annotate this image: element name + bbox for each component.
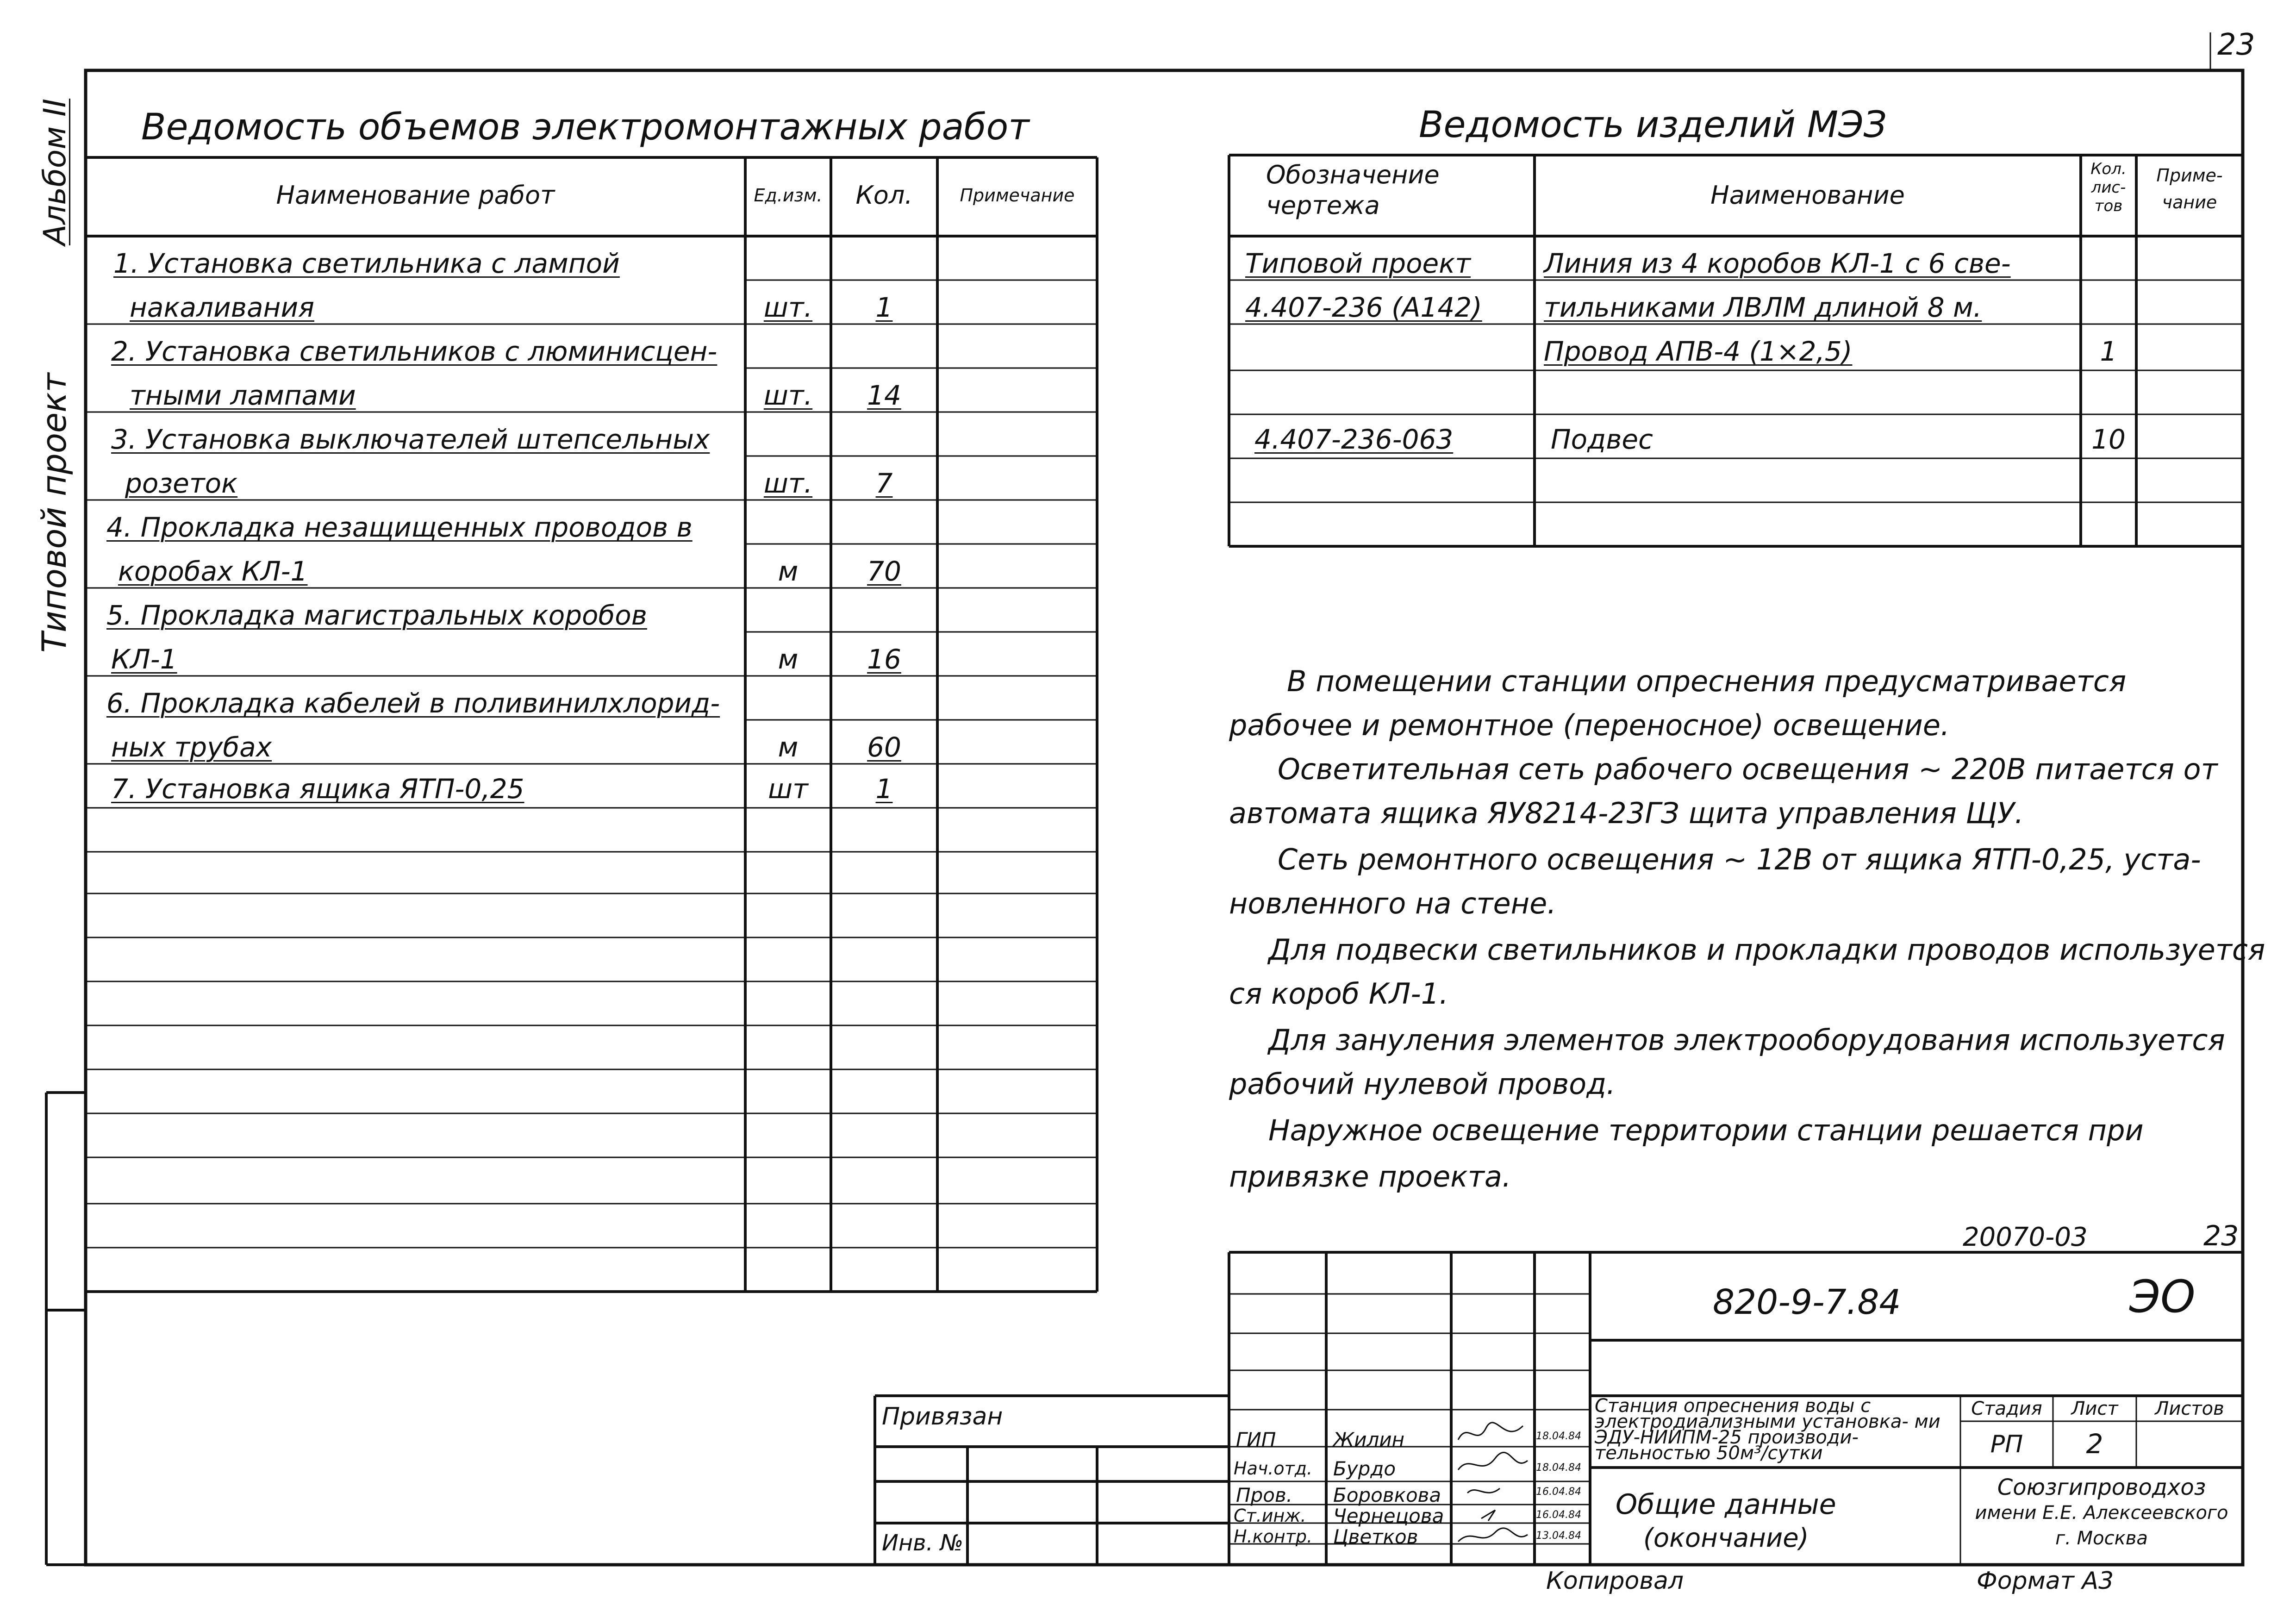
signer-role: Н.контр. bbox=[1234, 1526, 1313, 1547]
doc-mark: ЭО bbox=[2129, 1271, 2196, 1323]
signer-role: Пров. bbox=[1236, 1484, 1293, 1506]
stage-label: Стадия bbox=[1971, 1398, 2042, 1419]
work-name-cell: 7. Установка ящика ЯТП-0,25 bbox=[111, 773, 524, 805]
product-designation-cell: 4.407-236-063 bbox=[1254, 424, 1454, 455]
work-qty-cell: 70 bbox=[867, 556, 901, 587]
note-line: Осветительная сеть рабочего освещения ~ 220В питается от bbox=[1278, 752, 2218, 786]
archive-number: 20070-03 bbox=[1963, 1222, 2088, 1252]
work-unit-cell: шт bbox=[768, 773, 808, 805]
corner-number: 23 bbox=[2203, 1220, 2239, 1252]
note-line: новленного на стене. bbox=[1229, 887, 1556, 920]
page-number: 23 bbox=[2217, 28, 2255, 62]
sheet-value: 2 bbox=[2086, 1428, 2103, 1460]
signer-name: Цветков bbox=[1333, 1525, 1418, 1548]
products-header-designation: Обозначение чертежа bbox=[1266, 160, 1440, 220]
signer-date: 13.04.84 bbox=[1536, 1530, 1581, 1542]
note-line: привязке проекта. bbox=[1229, 1160, 1511, 1193]
works-header-name: Наименование работ bbox=[276, 181, 555, 210]
work-name-cell: коробах КЛ-1 bbox=[118, 556, 308, 587]
copied-label: Копировал bbox=[1546, 1567, 1684, 1595]
note-line: Сеть ремонтного освещения ~ 12В от ящика ЯТП-0,25, уста- bbox=[1278, 843, 2201, 876]
product-name-cell: Провод АПВ-4 (1×2,5) bbox=[1544, 336, 1853, 367]
works-header-note: Примечание bbox=[960, 185, 1075, 206]
organization-line-2: имени Е.Е. Алексеевского bbox=[1975, 1502, 2228, 1524]
album-label: Альбом II bbox=[37, 98, 73, 245]
products-header-sheets: Кол. лис- тов bbox=[2090, 160, 2127, 215]
doc-code: 820-9-7.84 bbox=[1713, 1282, 1901, 1322]
work-qty-cell: 60 bbox=[867, 731, 901, 763]
work-unit-cell: шт. bbox=[763, 292, 813, 323]
note-line: Для зануления элементов электрооборудования используется bbox=[1268, 1023, 2225, 1057]
work-qty-cell: 1 bbox=[875, 773, 893, 805]
works-header-unit: Ед.изм. bbox=[754, 185, 823, 206]
work-name-cell: 4. Прокладка незащищенных проводов в bbox=[106, 512, 693, 543]
product-name-cell: Линия из 4 коробов КЛ-1 с 6 све- bbox=[1544, 248, 2011, 279]
work-unit-cell: шт. bbox=[763, 380, 813, 411]
work-qty-cell: 7 bbox=[875, 468, 893, 499]
signer-name: Чернецова bbox=[1333, 1505, 1444, 1527]
work-unit-cell: м bbox=[778, 556, 799, 587]
work-unit-cell: м bbox=[778, 643, 799, 675]
sheet-title-line-1: Общие данные bbox=[1616, 1488, 1836, 1521]
products-header-note: Приме- чание bbox=[2156, 165, 2223, 212]
work-name-cell: накаливания bbox=[130, 292, 315, 323]
note-line: автомата ящика ЯУ8214-23ГЗ щита управления ЩУ. bbox=[1229, 796, 2024, 830]
work-qty-cell: 1 bbox=[875, 292, 893, 323]
products-title: Ведомость изделий МЭЗ bbox=[1419, 104, 1887, 146]
work-name-cell: ных трубах bbox=[111, 731, 272, 763]
signer-role: Ст.инж. bbox=[1234, 1505, 1306, 1526]
work-unit-cell: шт. bbox=[763, 468, 813, 499]
product-designation-cell: Типовой проект bbox=[1245, 248, 1471, 279]
note-line: В помещении станции опреснения предусматривается bbox=[1287, 664, 2127, 698]
product-name-cell: Подвес bbox=[1551, 424, 1653, 455]
product-designation-cell: 4.407-236 (А142) bbox=[1245, 292, 1482, 323]
note-line: ся короб КЛ-1. bbox=[1229, 977, 1448, 1011]
signer-date: 18.04.84 bbox=[1536, 1462, 1581, 1474]
signer-role: ГИП bbox=[1236, 1428, 1276, 1451]
signer-name: Боровкова bbox=[1333, 1484, 1441, 1506]
work-name-cell: 1. Установка светильника с лампой bbox=[113, 248, 620, 279]
margin-boxes bbox=[46, 1093, 86, 1565]
product-sheets-cell: 10 bbox=[2091, 424, 2126, 455]
inv-label: Инв. № bbox=[882, 1530, 964, 1556]
product-name-cell: тильниками ЛВЛМ длиной 8 м. bbox=[1544, 292, 1982, 323]
work-name-cell: 2. Установка светильников с люминисцен- bbox=[111, 336, 718, 367]
sheets-label: Листов bbox=[2155, 1398, 2224, 1419]
note-line: рабочий нулевой провод. bbox=[1229, 1067, 1616, 1101]
works-header-qty: Кол. bbox=[855, 181, 913, 210]
project-label: Типовой проект bbox=[35, 373, 74, 653]
project-title: Станция опреснения воды с электродиализными установка- ми ЭДУ-НИИПМ-25 производи- тельностью 50м³/сутки bbox=[1595, 1395, 1940, 1464]
sheet-label: Лист bbox=[2071, 1398, 2118, 1419]
product-sheets-cell: 1 bbox=[2100, 336, 2117, 367]
work-name-cell: 5. Прокладка магистральных коробов bbox=[106, 600, 647, 631]
work-unit-cell: м bbox=[778, 731, 799, 763]
signer-date: 16.04.84 bbox=[1536, 1509, 1581, 1521]
work-qty-cell: 14 bbox=[867, 380, 901, 411]
signer-name: Жилин bbox=[1333, 1428, 1405, 1451]
organization-line-3: г. Москва bbox=[2055, 1528, 2148, 1549]
signer-role: Нач.отд. bbox=[1234, 1458, 1313, 1479]
work-name-cell: тными лампами bbox=[130, 380, 356, 411]
note-line: рабочее и ремонтное (переносное) освещение. bbox=[1229, 708, 1950, 742]
work-qty-cell: 16 bbox=[867, 643, 901, 675]
stage-value: РП bbox=[1990, 1430, 2023, 1458]
signer-name: Бурдо bbox=[1333, 1457, 1396, 1480]
work-name-cell: 3. Установка выключателей штепсельных bbox=[111, 424, 710, 455]
bound-label: Привязан bbox=[882, 1403, 1003, 1430]
signer-date: 16.04.84 bbox=[1536, 1486, 1581, 1498]
format-label: Формат А3 bbox=[1977, 1567, 2114, 1595]
works-title: Ведомость объемов электромонтажных работ bbox=[141, 106, 1029, 148]
work-name-cell: КЛ-1 bbox=[111, 643, 177, 675]
note-line: Наружное освещение территории станции решается при bbox=[1268, 1113, 2144, 1147]
signer-date: 18.04.84 bbox=[1536, 1430, 1581, 1442]
works-table-grid bbox=[86, 157, 1097, 1292]
work-name-cell: розеток bbox=[125, 468, 238, 499]
organization-line-1: Союзгипроводхоз bbox=[1997, 1474, 2206, 1500]
products-header-name: Наименование bbox=[1710, 181, 1905, 210]
sheet-title-line-2: (окончание) bbox=[1643, 1523, 1809, 1553]
note-line: Для подвески светильников и прокладки проводов используется bbox=[1268, 933, 2265, 967]
work-name-cell: 6. Прокладка кабелей в поливинилхлорид- bbox=[106, 687, 720, 719]
